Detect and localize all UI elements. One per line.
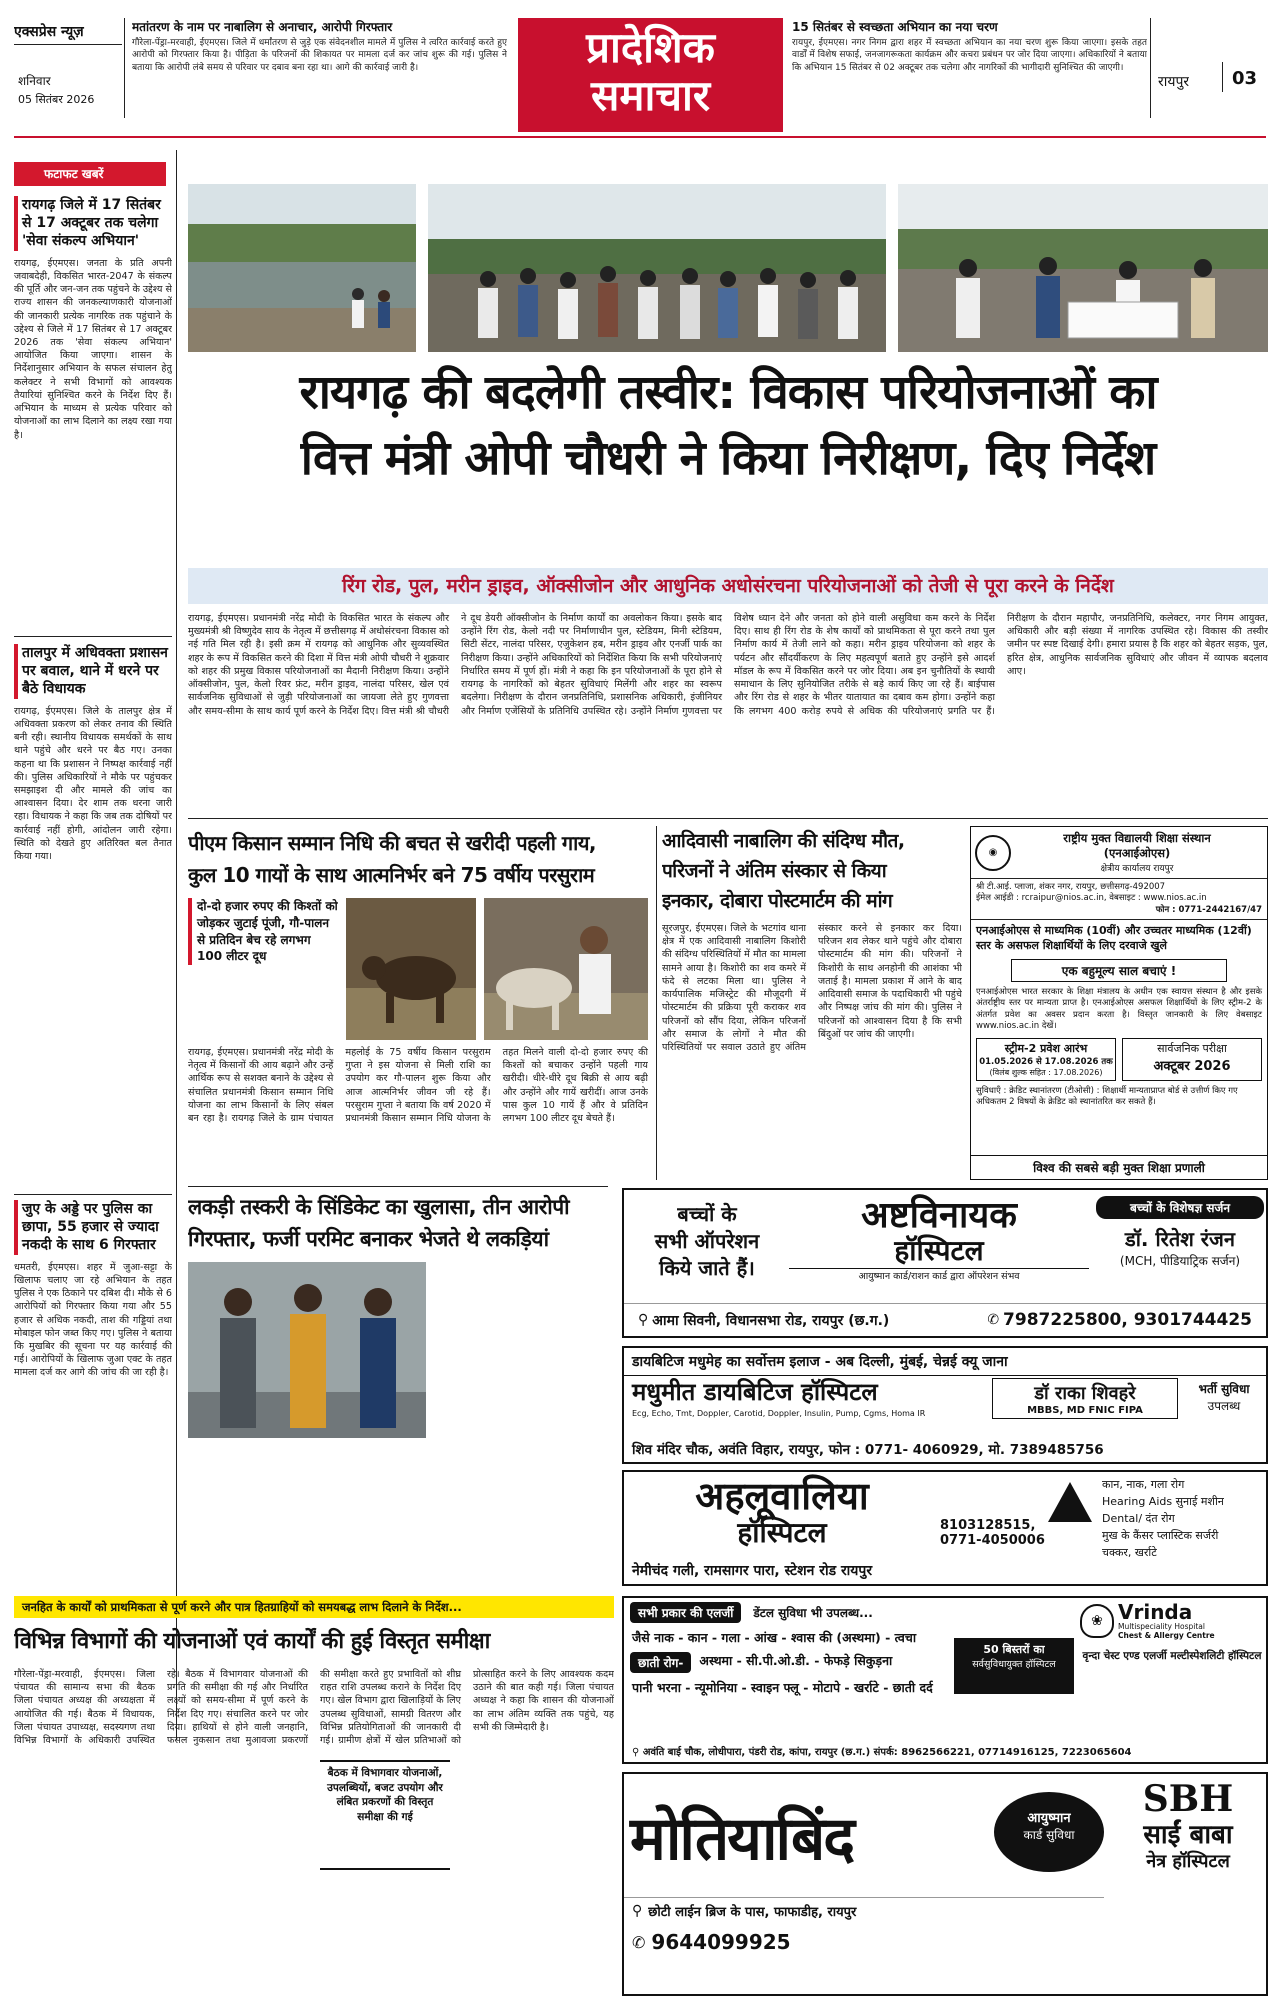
sidebar-story-1 bbox=[14, 196, 172, 626]
lead-headline-2: वित्त मंत्री ओपी चौधरी ने किया निरीक्षण, दिए निर्देश bbox=[300, 431, 1156, 486]
lead-photo-blueprint bbox=[898, 184, 1268, 352]
ashta-line-1: बच्चों के bbox=[677, 1202, 737, 1226]
wood-photo-accused bbox=[188, 1262, 426, 1438]
moti-address: छोटी लाईन ब्रिज के पास, फाफाडीह, रायपुर bbox=[648, 1905, 857, 1920]
sidebar-story-2-text: रायगढ़, ईएमएस। जिले के तालपुर क्षेत्र में अधिवक्ता प्रकरण को लेकर तनाव की स्थिति बनी रही। स्थानीय विधायक समर्थकों के साथ थाने पहुंचे और धरने पर बैठ गए। उनका कहना था कि प्रशासन ने निष्पक्ष कार्रवाई नहीं की। पुलिस अधिकारियों ने मौके पर पहुंचकर समझाइश दी और मामले की जांच का आश्वासन दिया। देर शाम तक धरना जारी रहा। विधायक ने कहा कि जब तक दोषियों पर कार्रवाई नहीं होगी, आंदोलन जारी रहेगा। स्थिति को देखते हुए अतिरिक्त बल तैनात किया गया। bbox=[14, 705, 172, 863]
masthead-city: रायपुर bbox=[1158, 74, 1190, 90]
ahluwalia-logo-icon bbox=[1048, 1482, 1092, 1522]
nios-notice: एनआईओएस से माध्यमिक (10वीं) और उच्चतर माध्यमिक (12वीं) स्तर के असफल शिक्षार्थियों के लिए दरवाजे खुले bbox=[976, 924, 1252, 952]
masthead-right-headline: 15 सितंबर से स्वच्छता अभियान का नया चरण bbox=[792, 20, 998, 34]
sidebar-story-3-headline: जुए के अड्डे पर पुलिस का छापा, 55 हजार से ज्यादा नकदी के साथ 6 गिरफ्तार bbox=[14, 1200, 172, 1255]
masthead-right-story bbox=[792, 18, 1147, 118]
nios-logo-icon: ◉ bbox=[975, 835, 1011, 871]
tribal-headline-2: परिजनों ने अंतिम संस्कार से किया bbox=[662, 860, 887, 882]
brand-name: एक्सप्रेस न्यूज़ bbox=[14, 24, 84, 40]
masthead-day: शनिवार bbox=[18, 74, 51, 88]
lead-body: रायगढ़, ईएमएस। प्रधानमंत्री नरेंद्र मोदी के विकसित भारत के संकल्प और मुख्यमंत्री श्री विष्णुदेव साय के नेतृत्व में छत्तीसगढ़ में अधोसंरचना विकास को नई गति मिल रही है। इसी क्रम में रायगढ़ को आधुनिक और सुव्यवस्थित शहर के रूप में विकसित करने की दिशा में वित्त मंत्री ओपी चौधरी ने शुक्रवार को शहर की प्रमुख विकास परियोजनाओं का मैदानी निरीक्षण किया। उन्होंने ऑक्सीजोन, पुल, केलो रिवर फ्रंट, मरीन ड्राइव, नालंदा परिसर, खेल एवं सार्वजनिक सुविधाओं से जुड़ी परियोजनाओं का जायजा लेते हुए गुणवत्ता और समय-सीमा के साथ कार्य पूर्ण करने के निर्देश दिए। वित्त मंत्री श्री चौधरी ने दूध डेयरी ऑक्सीजोन के निर्माण कार्यों का अवलोकन किया। इसके बाद उन्होंने रिंग रोड, केलो नदी पर निर्माणाधीन पुल, स्टेडियम, मिनी स्टेडियम, सिटी सेंटर, नालंदा परिसर, एजुकेशन हब, मरीन ड्राइव और एनर्जी पार्क का निरीक्षण किया। उन्होंने अधिकारियों को निर्देशित किया कि सभी परियोजनाएं निर्धारित समय में पूर्ण हों। मंत्री ने कहा कि इन परियोजनाओं के पूरा होने से रायगढ़ के नागरिकों को बेहतर सुविधाएं मिलेंगी और शहर का स्वरूप बदलेगा। निरीक्षण के दौरान जनप्रतिनिधि, प्रशासनिक अधिकारी, इंजीनियर और निर्माण एजेंसियों के प्रतिनिधि उपस्थित रहे। उन्होंने निर्माण गुणवत्ता पर विशेष ध्यान देने और जनता को होने वाली असुविधा कम करने के निर्देश दिए। साथ ही रिंग रोड के शेष कार्यों को प्राथमिकता से पूरा करने तथा पुल निर्माण कार्य में तेजी लाने को कहा। मरीन ड्राइव परियोजना को शहर के पर्यटन और सौंदर्यीकरण के लिए महत्वपूर्ण बताते हुए उन्होंने इसे आदर्श मॉडल के रूप में विकसित करने पर जोर दिया। अब इन चुनौतियों के स्थायी समाधान के लिए सुनियोजित तरीके से बड़े कार्य किए जा रहे हैं। बाईपास और रिंग रोड से शहर के भीतर यातायात का दबाव कम होगा। उन्होंने कहा कि लगभग 400 करोड़ रुपये से अधिक की परियोजनाएं प्रगति पर हैं। निरीक्षण के दौरान महापौर, जनप्रतिनिधि, कलेक्टर, नगर निगम आयुक्त, अधिकारी और बड़ी संख्या में नागरिक उपस्थित रहे। विकास की तस्वीर जमीन पर स्पष्ट दिखाई देगी। हमारा प्रयास है कि शहर को बेहतर सड़क, पुल, हरित क्षेत्र, आधुनिक सार्वजनिक सुविधाएं और जीवन में व्यापक बदलाव आए। bbox=[188, 613, 1268, 717]
masthead-right-text: रायपुर, ईएमएस। नगर निगम द्वारा शहर में स्वच्छता अभियान का नया चरण शुरू किया जाएगा। इसके तहत वार्डों में विशेष सफाई, जनजागरूकता कार्यक्रम और कचरा प्रबंधन पर जोर दिया जाएगा। अधिकारियों ने बताया कि अभियान 15 सितंबर से 02 अक्टूबर तक चलेगा और नागरिकों की भागीदारी सुनिश्चित की जाएगी। bbox=[792, 38, 1147, 73]
madhumeet-address: शिव मंदिर चौक, अवंति विहार, रायपुर, फोन : 0771- 4060929, मो. 7389485756 bbox=[632, 1442, 1104, 1458]
nios-title-2: (एनआईओएस) bbox=[1103, 846, 1171, 860]
ashta-doctor: डॉ. रितेश रंजन bbox=[1125, 1227, 1235, 1251]
ashta-name-2: हॉस्पिटल bbox=[894, 1233, 984, 1267]
moti-ayush-2: कार्ड सुविधा bbox=[1023, 1828, 1075, 1842]
masthead-page-number: 03 bbox=[1232, 68, 1258, 89]
farmer-highlight-text: दो-दो हजार रुपए की किश्तों को जोड़कर जुटाई पूंजी, गौ-पालन से प्रतिदिन बेच रहे लगभग 100 लीटर दूध bbox=[188, 898, 338, 965]
phone-icon: ✆ bbox=[987, 1312, 1000, 1328]
ashta-phone: 7987225800, 9301744425 bbox=[1003, 1310, 1252, 1330]
tribal-headline-1: आदिवासी नाबालिग की संदिग्ध मौत, bbox=[662, 830, 905, 852]
wood-headline-2: गिरफ्तार, फर्जी परमिट बनाकर भेजते थे लकड़ियां bbox=[188, 1227, 549, 1251]
nios-stream-dates: 01.05.2026 से 17.08.2026 तक bbox=[979, 1056, 1113, 1067]
ahluwalia-address: नेमीचंद गली, रामसागर पारा, स्टेशन रोड रायपुर bbox=[632, 1563, 873, 1579]
nios-stream: स्ट्रीम-2 प्रवेश आरंभ bbox=[1004, 1041, 1088, 1055]
lungs-icon: ❀ bbox=[1080, 1604, 1114, 1638]
sbh-logo: SBH bbox=[1142, 1778, 1234, 1820]
sbh-eye: नेत्र हॉस्पिटल bbox=[1146, 1850, 1230, 1872]
moti-phone-icon: ✆ bbox=[632, 1932, 646, 1952]
review-quote bbox=[320, 1760, 450, 1870]
review-quote-text: बैठक में विभागवार योजनाओं, उपलब्धियों, बजट उपयोग और लंबित प्रकरणों की विस्तृत समीक्षा की गई bbox=[327, 1767, 443, 1824]
ahluwalia-name-2: हॉस्पिटल bbox=[737, 1515, 827, 1549]
nios-chance: एक बहुमूल्य साल बचाएं ! bbox=[1011, 959, 1227, 982]
nios-phone: फोन : 0771-2442167/47 bbox=[1155, 904, 1262, 915]
vrinda-beds-2: सर्वसुविधायुक्त हॉस्पिटल bbox=[972, 1659, 1056, 1670]
lead-photo-riverfront bbox=[188, 184, 416, 352]
ashta-degree: (MCH, पीडियाट्रिक सर्जन) bbox=[1119, 1254, 1241, 1268]
masthead-date: 05 सितंबर 2026 bbox=[18, 93, 95, 106]
vrinda-dental: डेंटल सुविधा भी उपलब्ध... bbox=[753, 1606, 873, 1620]
madhumeet-admit-2: उपलब्ध bbox=[1207, 1399, 1241, 1413]
sidebar-story-2 bbox=[14, 644, 172, 1186]
vrinda-address: अवंति बाई चौक, लोधीपारा, पंडरी रोड, कांपा, रायपुर (छ.ग.) bbox=[642, 1747, 871, 1758]
vrinda-location-icon: ⚲ bbox=[632, 1747, 640, 1758]
location-icon: ⚲ bbox=[638, 1312, 649, 1328]
madhumeet-admit: भर्ती सुविधा bbox=[1198, 1382, 1250, 1396]
review-strap: जनहित के कार्यों को प्राथमिकता से पूर्ण करने और पात्र हितग्राहियों को समयबद्ध लाभ दिलाने के निर्देश... bbox=[14, 1596, 614, 1618]
ashtavinayak-ad bbox=[622, 1188, 1268, 1338]
nios-title: राष्ट्रीय मुक्त विद्यालयी शिक्षा संस्थान bbox=[1063, 831, 1211, 845]
section-banner bbox=[518, 18, 783, 132]
vrinda-list-2: अस्थमा - सी.पी.ओ.डी. - फेफड़े सिकुड़ना bbox=[699, 1653, 893, 1668]
sidebar-story-3-text: धमतरी, ईएमएस। शहर में जुआ-सट्टा के खिलाफ चलाए जा रहे अभियान के तहत पुलिस ने एक ठिकाने पर दबिश दी। मौके से 6 आरोपियों को गिरफ्तार किया गया और 55 हजार से अधिक नकदी, ताश की गड्डियां तथा मोबाइल फोन जब्त किए गए। पुलिस ने बताया कि मुखबिर की सूचना पर यह कार्रवाई की गई। आरोपियों के खिलाफ जुआ एक्ट के तहत मामला दर्ज कर आगे की जांच की जा रही है। bbox=[14, 1261, 172, 1379]
sidebar-story-1-text: रायगढ़, ईएमएस। जनता के प्रति अपनी जवाबदेही, विकसित भारत-2047 के संकल्प की पूर्ति और जन-जन तक पहुंचने के उद्देश्य से राज्य शासन की जनकल्याणकारी योजनाओं की जानकारी प्रत्येक नागरिक तक पहुंचाने के उद्देश्य से जिले में 17 सितंबर से 17 अक्टूबर 2026 तक 'सेवा संकल्प अभियान' आयोजित किया जाएगा। शासन के निर्देशानुसार अभियान के सफल संचालन हेतु कलेक्टर ने सभी विभागों को आवश्यक तैयारियां सुनिश्चित करने के निर्देश दिए हैं। अभियान के माध्यम से प्रत्येक परिवार को योजनाओं का लाभ दिलाने का लक्ष्य रखा गया है। bbox=[14, 257, 172, 441]
madhumeet-doctor: डॉ राका शिवहरे bbox=[1034, 1383, 1136, 1404]
vrinda-list-1: जैसे नाक - कान - गला - आंख - श्वास की (अस्थमा) - त्वचा bbox=[632, 1630, 917, 1645]
madhumeet-degree: MBBS, MD FNIC FIPA bbox=[1027, 1405, 1143, 1416]
ashta-spec: बच्चों के विशेषज्ञ सर्जन bbox=[1096, 1196, 1264, 1219]
ashta-line-2: सभी ऑपरेशन bbox=[654, 1229, 760, 1253]
moti-name: मोतियाबिंद bbox=[630, 1804, 854, 1874]
review-headline: विभिन्न विभागों की योजनाओं एवं कार्यों की हुई विस्तृत समीक्षा bbox=[14, 1629, 490, 1654]
vrinda-allergy: सभी प्रकार की एलर्जी bbox=[630, 1602, 741, 1623]
review-body: गौरेला-पेंड्रा-मरवाही, ईएमएस। जिला पंचायत की सामान्य सभा की बैठक जिला पंचायत अध्यक्ष की अध्यक्षता में आयोजित की गई। बैठक में विधायक, जिला पंचायत उपाध्यक्ष, सदस्यगण तथा विभिन्न विभागों के अधिकारी उपस्थित रहे। बैठक में विभागवार योजनाओं की प्रगति की समीक्षा की गई और निर्धारित लक्ष्यों को समय-सीमा में पूर्ण करने के निर्देश दिए गए। संचालित करने पर जोर दिया। हाथियों से होने वाली जनहानि, फसल नुकसान तथा मुआवजा प्रकरणों की समीक्षा करते हुए प्रभावितों को शीघ्र राहत राशि उपलब्ध कराने के निर्देश दिए गए। खेल विभाग द्वारा खिलाड़ियों के लिए उपलब्ध सुविधाओं, सामग्री वितरण और विभिन्न प्रतियोगिताओं की जानकारी दी गई। ग्रामीण क्षेत्रों में खेल प्रतिभाओं को प्रोत्साहित करने के लिए आवश्यक कदम उठाने की बात कही गई। जिला पंचायत अध्यक्ष ने कहा कि शासन की योजनाओं का लाभ अंतिम व्यक्ति तक पहुंचे, यह सभी की जिम्मेदारी है। bbox=[14, 1669, 614, 1747]
sidebar-story-2-headline: तालपुर में अधिवक्ता प्रशासन पर बवाल, थाने में धरने पर बैठे विधायक bbox=[14, 644, 172, 699]
vrinda-beds: 50 बिस्तरों का bbox=[983, 1643, 1045, 1656]
lead-headline-1: रायगढ़ की बदलेगी तस्वीर: विकास परियोजनाओं का bbox=[299, 365, 1157, 420]
farmer-photo-cow bbox=[346, 898, 476, 1040]
ashta-name: अष्टविनायक bbox=[861, 1195, 1017, 1236]
ahluwalia-service: Dental/ दंत रोग bbox=[1102, 1512, 1175, 1526]
vrinda-chest-label: छाती रोग- bbox=[630, 1652, 691, 1673]
vrinda-list-3: पानी भरना - न्यूमोनिया - स्वाइन फ्लू - मोटापे - खर्राटे - छाती दर्द bbox=[632, 1680, 933, 1695]
moti-phone: 9644099925 bbox=[651, 1930, 791, 1954]
ahluwalia-ad bbox=[622, 1470, 1268, 1586]
masthead-left-story bbox=[132, 18, 507, 118]
section-title-2: समाचार bbox=[590, 71, 711, 120]
ahluwalia-service: Hearing Aids सुनाई मशीन bbox=[1102, 1495, 1224, 1509]
vrinda-ad bbox=[622, 1596, 1268, 1764]
ahluwalia-service: मुख के कैंसर प्लास्टिक सर्जरी bbox=[1102, 1529, 1219, 1543]
nios-footer: विश्व की सबसे बड़ी मुक्त शिक्षा प्रणाली bbox=[971, 1155, 1267, 1179]
farmer-body: रायगढ़, ईएमएस। प्रधानमंत्री नरेंद्र मोदी के नेतृत्व में किसानों की आय बढ़ाने और उन्हें आर्थिक रूप से सशक्त बनाने के उद्देश्य से संचालित प्रधानमंत्री किसान सम्मान निधि योजना का लाभ किसानों के लिए संबल बन रहा है। रायगढ़ जिले के ग्राम पंचायत महलोई के 75 वर्षीय किसान परसुराम गुप्ता ने इस योजना से मिली राशि का उपयोग कर गौ-पालन शुरू किया और आज आत्मनिर्भर जीवन जी रहे हैं। परसुराम गुप्ता ने बताया कि वर्ष 2020 में प्रधानमंत्री किसान सम्मान निधि योजना के तहत मिलने वाली दो-दो हजार रुपए की किश्तों को बचाकर उन्होंने पहली गाय खरीदी। धीरे-धीरे दूध बिक्री से आय बढ़ी और उन्होंने और गायें खरीदीं। आज उनके पास कुल 10 गायें हैं और वे प्रतिदिन लगभग 100 लीटर दूध बेचते हैं। bbox=[188, 1047, 648, 1125]
sidebar-story-1-headline: रायगढ़ जिले में 17 सितंबर से 17 अक्टूबर तक चलेगा 'सेवा संकल्प अभियान' bbox=[14, 196, 172, 251]
masthead-left-headline: मतांतरण के नाम पर नाबालिग से अनाचार, आरोपी गिरफ्तार bbox=[132, 20, 393, 34]
vrinda-hindi-name: वृन्दा चेस्ट एण्ड एलर्जी मल्टीस्पेशलिटी हॉस्पिटल bbox=[1082, 1650, 1262, 1662]
masthead-brand-box bbox=[14, 22, 124, 118]
vrinda-contact: संपर्क: 8962566221, 07714916125, 7223065604 bbox=[873, 1747, 1132, 1758]
madhumeet-tests: Ecg, Echo, Tmt, Doppler, Carotid, Doppler, Insulin, Pump, Cgms, Homa IR bbox=[632, 1408, 926, 1418]
lead-subhead: रिंग रोड, पुल, मरीन ड्राइव, ऑक्सीजोन और आधुनिक अधोसंरचना परियोजनाओं को तेजी से पूरा करने के निर्देश bbox=[188, 568, 1268, 604]
moti-location-icon: ⚲ bbox=[632, 1903, 643, 1919]
farmer-photo-farmer bbox=[484, 898, 648, 1040]
lead-photo-inspection bbox=[428, 184, 886, 352]
nios-ad bbox=[970, 826, 1268, 1180]
ahluwalia-service: कान, नाक, गला रोग bbox=[1102, 1478, 1185, 1491]
nios-region: क्षेत्रीय कार्यालय रायपुर bbox=[1100, 864, 1174, 874]
nios-address: श्री टी.आई. प्लाजा, शंकर नगर, रायपुर, छत्तीसगढ़-492007 bbox=[976, 882, 1166, 892]
nios-exam-date: अक्टूबर 2026 bbox=[1153, 1058, 1231, 1074]
masthead-left-text: गौरेला-पेंड्रा-मरवाही, ईएमएस। जिले में धर्मांतरण से जुड़े एक संवेदनशील मामले में पुलिस ने त्वरित कार्रवाई करते हुए आरोपी को गिरफ्तार किया है। पीड़िता के परिजनों की शिकायत पर मामला दर्ज कर जांच शुरू की गई। पुलिस ने बताया कि आरोपी लंबे समय से परिवार पर दबाव बना रहा था। आगे की कार्रवाई जारी है। bbox=[132, 38, 507, 73]
motiyabind-ad bbox=[622, 1772, 1268, 1996]
vrinda-name-sub: Multispeciality Hospital bbox=[1118, 1622, 1205, 1631]
nios-contact: ईमेल आईडी : rcraipur@nios.ac.in, वेबसाइट : www.nios.ac.in bbox=[976, 893, 1207, 904]
wood-headline-1: लकड़ी तस्करी के सिंडिकेट का खुलासा, तीन आरोपी bbox=[188, 1195, 570, 1219]
sidebar-tag: फटाफट खबरें bbox=[14, 162, 166, 186]
vrinda-name: Vrinda bbox=[1118, 1600, 1193, 1624]
farmer-highlight bbox=[188, 898, 338, 1040]
tribal-headline-3: इनकार, दोबारा पोस्टमार्टम की मांग bbox=[662, 890, 893, 912]
section-title: प्रादेशिक bbox=[586, 23, 715, 72]
tribal-body: सूरजपुर, ईएमएस। जिले के भटगांव थाना क्षेत्र में एक आदिवासी नाबालिग किशोरी की संदिग्ध परिस्थितियों में मौत का मामला सामने आया है। किशोरी का शव कमरे में फंदे से लटका मिला था। पुलिस ने कार्यपालिक मजिस्ट्रेट की मौजूदगी में पोस्टमार्टम की प्रक्रिया पूरी कराकर शव परिजनों को सौंप दिया, लेकिन परिजनों और समाज के लोगों ने मौत की परिस्थितियों पर सवाल उठाते हुए अंतिम संस्कार करने से इनकार कर दिया। परिजन शव लेकर थाने पहुंचे और दोबारा पोस्टमार्टम की मांग की। परिजनों ने किशोरी के साथ अनहोनी की आशंका भी जताई है। मामला प्रकाश में आने के बाद आदिवासी समाज के पदाधिकारी भी पहुंचे और निष्पक्ष जांच की मांग की। पुलिस ने परिजनों को आश्वासन दिया है कि सभी बिंदुओं पर जांच की जाएगी। bbox=[662, 923, 962, 1054]
ahluwalia-phone-1: 8103128515, bbox=[940, 1518, 1036, 1533]
ahluwalia-phone-2: 0771-4050006 bbox=[940, 1533, 1045, 1548]
nios-stream-late: (विलंब शुल्क सहित : 17.08.2026) bbox=[989, 1067, 1103, 1077]
ashta-line-3: किये जाते हैं। bbox=[659, 1256, 755, 1280]
madhumeet-ad bbox=[622, 1346, 1268, 1464]
farmer-headline-2: कुल 10 गायों के साथ आत्मनिर्भर बने 75 वर्षीय परसुराम bbox=[188, 863, 595, 887]
nios-exam: सार्वजनिक परीक्षा bbox=[1157, 1041, 1227, 1055]
ahluwalia-service: चक्कर, खर्राटे bbox=[1102, 1546, 1157, 1560]
moti-ayush: आयुष्मान bbox=[1027, 1811, 1071, 1826]
ahluwalia-name: अहलूवालिया bbox=[695, 1474, 869, 1518]
vrinda-name-sub-2: Chest & Allergy Centre bbox=[1118, 1631, 1215, 1640]
madhumeet-top: डायबिटिज मधुमेह का सर्वोत्तम इलाज - अब दिल्ली, मुंबई, चेन्नई क्यू जाना bbox=[624, 1348, 1266, 1376]
wood-body-left bbox=[434, 1262, 628, 1438]
farmer-headline-1: पीएम किसान सम्मान निधि की बचत से खरीदी पहली गाय, bbox=[188, 831, 597, 855]
ashta-tagline: आयुष्मान कार्ड/राशन कार्ड द्वारा ऑपरेशन संभव bbox=[789, 1268, 1089, 1282]
nios-body: एनआईओएस भारत सरकार के शिक्षा मंत्रालय के अधीन एक स्वायत्त संस्थान है और इसके अंतर्राष्ट्रीय स्तर पर मान्यता प्राप्त है। एनआईओएस असफल शिक्षार्थियों के लिए स्ट्रीम-2 के अंतर्गत प्रवेश का अवसर प्रदान करता है। विस्तृत जानकारी के लिए वेबसाइट www.nios.ac.in देखें। bbox=[976, 987, 1262, 1032]
ashta-address: आमा सिवनी, विधानसभा रोड, रायपुर (छ.ग.) bbox=[652, 1312, 890, 1329]
nios-facility: सुविधाएँ : क्रेडिट स्थानांतरण (टीओसी) : शिक्षार्थी मान्यताप्राप्त बोर्ड से उत्तीर्ण किए गए अधिकतम 2 विषयों के क्रेडिट को स्थानांतरित कर सकते हैं। bbox=[976, 1085, 1238, 1108]
madhumeet-name: मधुमीत डायबिटिज हॉस्पिटल bbox=[632, 1378, 878, 1406]
sbh-sai: साईं बाबा bbox=[1143, 1819, 1233, 1850]
